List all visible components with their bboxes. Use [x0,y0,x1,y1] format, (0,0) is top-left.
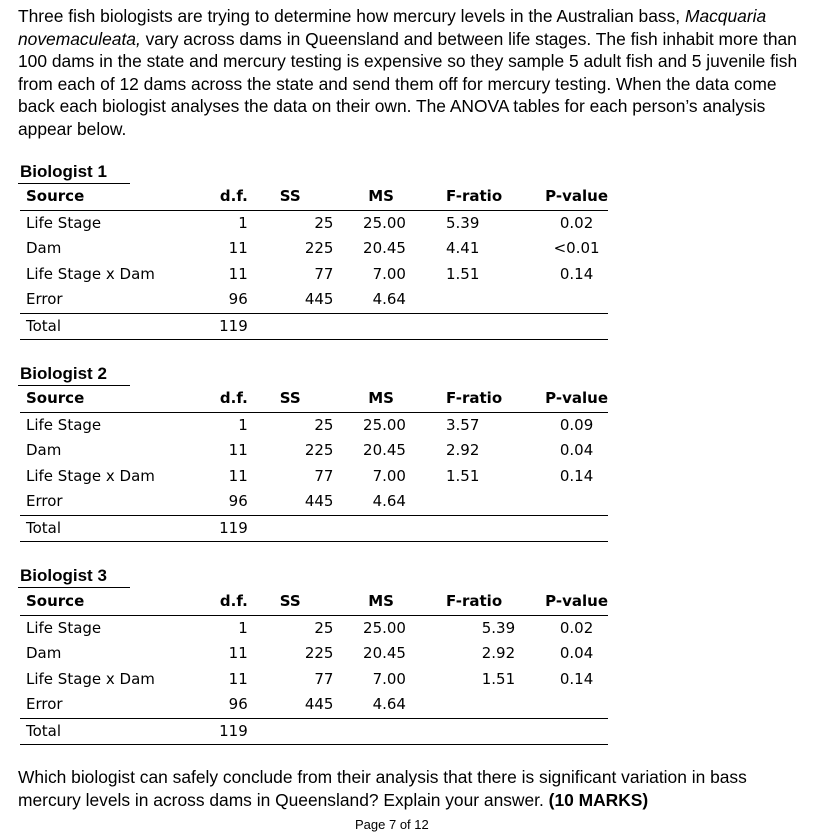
cell-ms: 4.64 [372,290,406,308]
cell-ms: 25.00 [363,213,406,232]
table-row-total [20,515,608,542]
cell-source: Life Stage [26,618,102,637]
cell-df: 11 [228,239,248,257]
question-text: Which biologist can safely conclude from their analysis that there is significant variation in bass mercury levels in across dams in Queensland? Explain your answer. [18,767,747,810]
table-row [20,438,608,464]
cell-ms: 25.00 [363,415,406,434]
cell-ss [248,718,334,745]
question-prompt [18,766,808,811]
header-p-value: P-value [545,184,608,210]
cell-p-value: 0.14 [559,466,594,485]
cell-source: Life Stage x Dam [26,264,155,283]
cell-p-value: 0.04 [559,441,594,459]
biologist-2-title: Biologist 2 [20,364,107,383]
table-row-total [20,718,608,745]
cell-ms: 7.00 [372,466,406,485]
cell-p-value: 0.04 [559,644,594,662]
cell-ss: 25 [314,415,334,434]
cell-p-value [545,489,608,515]
cell-ms: 20.45 [363,441,406,459]
cell-f-ratio: 2.92 [445,441,480,459]
cell-p-value [545,718,608,745]
cell-source: Error [26,290,63,308]
cell-f-ratio [406,718,545,745]
header-source: Source [20,184,212,210]
header-f-ratio: F-ratio [406,184,545,210]
cell-df: 119 [212,313,248,340]
cell-source: Life Stage x Dam [26,669,155,688]
cell-f-ratio: 2.92 [481,644,516,662]
cell-df: 1 [238,213,248,232]
cell-ms: 4.64 [372,695,406,713]
cell-ms: 25.00 [363,618,406,637]
header-ss: SS [248,386,334,412]
header-ms: MS [333,386,406,412]
header-ss: SS [248,589,334,615]
table-row [20,236,608,262]
cell-source: Dam [26,441,62,459]
cell-ss: 445 [304,492,334,510]
cell-source: Life Stage [26,415,102,434]
cell-source: Dam [26,239,62,257]
anova-table-biologist-2 [20,386,608,542]
cell-ss: 225 [304,644,334,662]
cell-p-value: 0.02 [559,618,594,637]
header-p-value: P-value [545,386,608,412]
table-row-total [20,313,608,340]
cell-ss: 225 [304,239,334,257]
cell-f-ratio: 3.57 [445,415,480,434]
page-number: Page 7 of 12 [355,817,429,832]
header-ms: MS [333,184,406,210]
cell-ss: 225 [304,441,334,459]
cell-f-ratio [406,515,545,542]
question-intro [18,5,803,140]
header-p-value: P-value [545,589,608,615]
cell-p-value [545,515,608,542]
cell-ss: 77 [314,669,334,688]
cell-df: 1 [238,618,248,637]
cell-df: 119 [212,718,248,745]
header-f-ratio: F-ratio [406,589,545,615]
cell-ms: 20.45 [363,644,406,662]
header-source: Source [20,589,212,615]
cell-p-value: 0.14 [559,669,594,688]
cell-p-value: 0.09 [559,415,594,434]
cell-source: Error [26,695,63,713]
cell-source: Life Stage x Dam [26,466,155,485]
cell-source: Error [26,492,63,510]
cell-f-ratio: 1.51 [445,264,480,283]
table-row [20,210,608,236]
cell-ms: 4.64 [372,492,406,510]
anova-table-biologist-3 [20,589,608,745]
cell-source: Life Stage [26,213,102,232]
biologist-3-title: Biologist 3 [20,566,107,585]
cell-ss [248,515,334,542]
table-header-row [20,386,608,412]
cell-ss: 77 [314,466,334,485]
table-row [20,641,608,667]
cell-p-value: 0.14 [559,264,594,283]
cell-df: 11 [228,441,248,459]
cell-f-ratio: 4.41 [445,239,480,257]
cell-p-value: <0.01 [553,239,600,257]
cell-source: Dam [26,644,62,662]
header-f-ratio: F-ratio [406,386,545,412]
cell-ms: 7.00 [372,669,406,688]
header-ss: SS [248,184,334,210]
header-df: d.f. [212,589,248,615]
cell-f-ratio: 1.51 [445,466,480,485]
question-marks: (10 MARKS) [548,789,649,810]
cell-df: 96 [228,492,248,510]
table-header-row [20,184,608,210]
cell-ms [333,313,406,340]
cell-source: Total [20,313,212,340]
table-row [20,464,608,490]
cell-f-ratio [406,313,545,340]
cell-ss: 445 [304,290,334,308]
cell-df: 1 [238,415,248,434]
intro-text-1: Three fish biologists are trying to determine how mercury levels in the Australian bass, [18,6,685,26]
cell-p-value [545,287,608,313]
cell-df: 11 [228,669,248,688]
cell-f-ratio: 5.39 [481,618,516,637]
cell-ss [248,313,334,340]
cell-source: Total [20,515,212,542]
table-row [20,287,608,313]
biologist-1-title: Biologist 1 [20,162,107,181]
cell-ss: 445 [304,695,334,713]
cell-f-ratio [406,692,545,718]
cell-ss: 25 [314,618,334,637]
table-row [20,692,608,718]
cell-ms: 20.45 [363,239,406,257]
cell-ms [333,515,406,542]
table-row [20,489,608,515]
anova-table-biologist-1 [20,184,608,340]
cell-f-ratio: 5.39 [445,213,480,232]
cell-ss: 77 [314,264,334,283]
header-source: Source [20,386,212,412]
table-row [20,667,608,693]
table-header-row [20,589,608,615]
cell-f-ratio [406,287,545,313]
cell-df: 11 [228,264,248,283]
cell-source: Total [20,718,212,745]
cell-df: 11 [228,466,248,485]
intro-text-2: vary across dams in Queensland and between life stages. The fish inhabit more than 100 dams in the state and mercury testing is expensive so they sample 5 adult fish and 5 juvenile fish from each of 12 dams across the state and send them off for mercury testing. When the data come back each biologist analyses the data on their own. The ANOVA tables for each person’s analysis appear below. [18,28,798,139]
cell-p-value [545,313,608,340]
cell-f-ratio: 1.51 [481,669,516,688]
header-ms: MS [333,589,406,615]
cell-ss: 25 [314,213,334,232]
header-df: d.f. [212,386,248,412]
cell-p-value: 0.02 [559,213,594,232]
cell-df: 11 [228,644,248,662]
species-name: Macquaria novemaculeata, [18,6,767,49]
table-row [20,615,608,641]
header-df: d.f. [212,184,248,210]
table-row [20,262,608,288]
cell-f-ratio [406,489,545,515]
cell-df: 119 [212,515,248,542]
cell-df: 96 [228,695,248,713]
table-row [20,412,608,438]
cell-ms: 7.00 [372,264,406,283]
cell-p-value [545,692,608,718]
cell-ms [333,718,406,745]
cell-df: 96 [228,290,248,308]
